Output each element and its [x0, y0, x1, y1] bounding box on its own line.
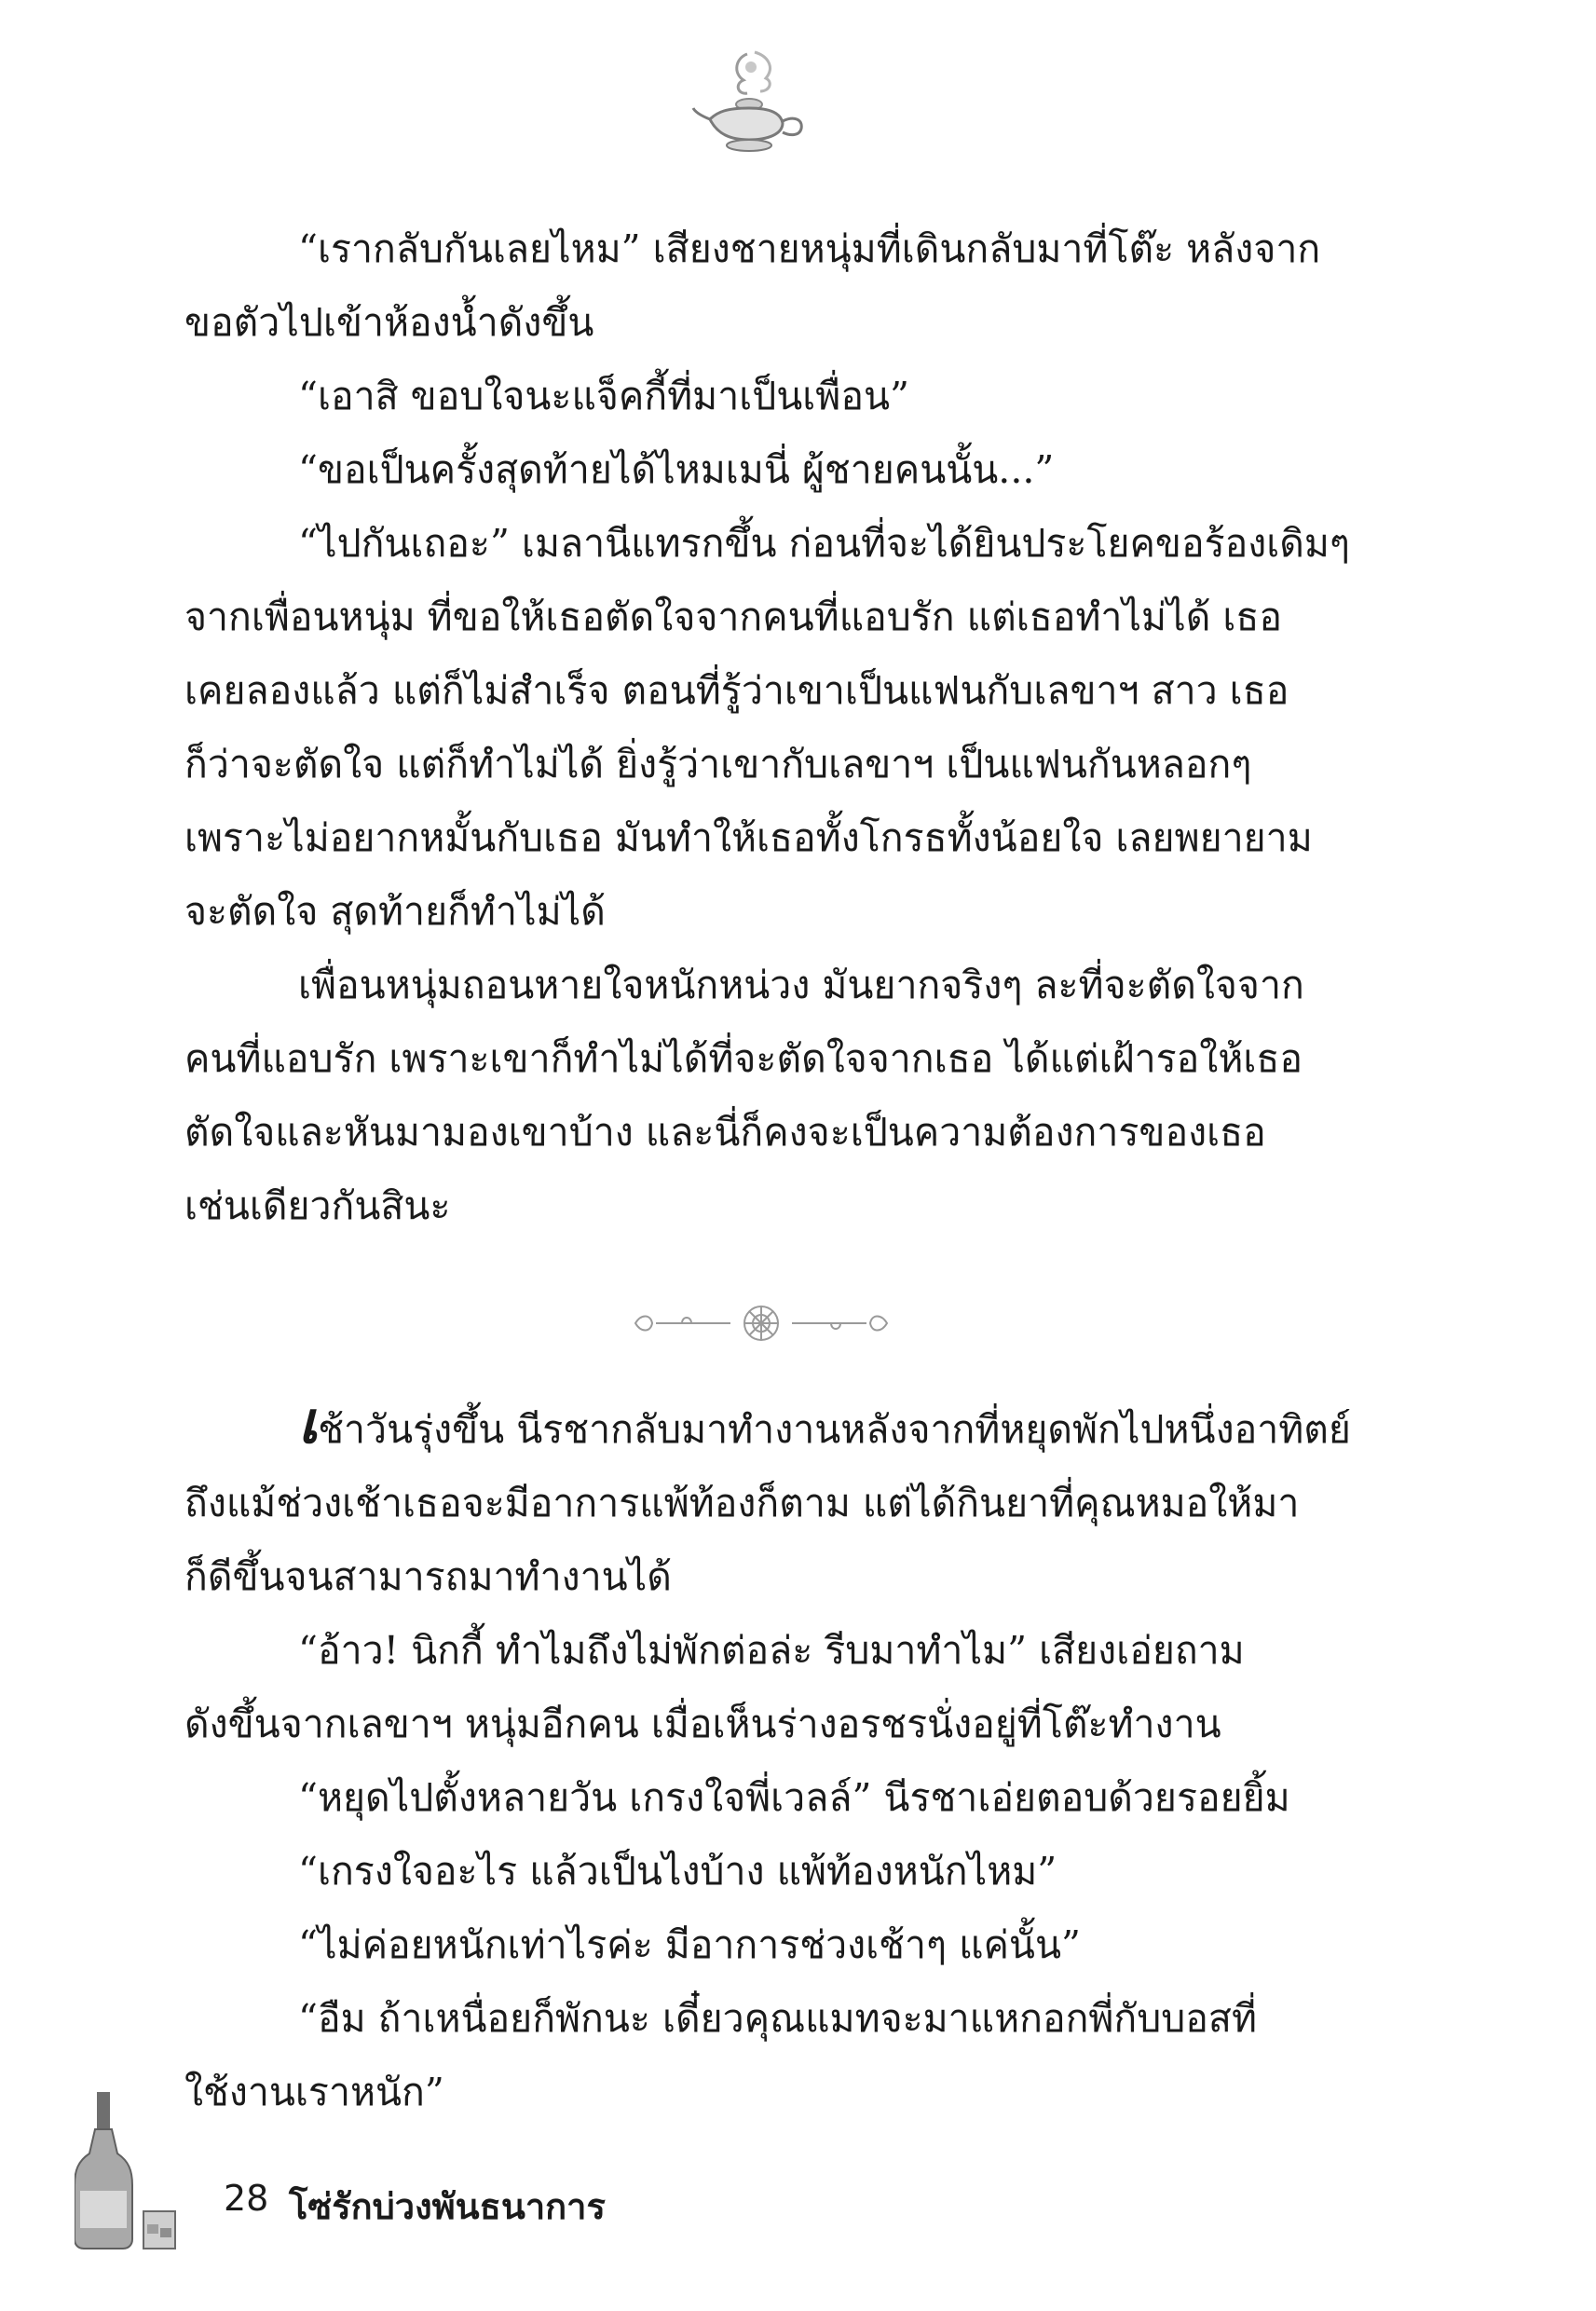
text-line: ตัดใจและหันมามองเขาบ้าง และนี่ก็คงจะเป็นความต้องการของเธอ: [184, 1110, 1266, 1155]
scene-divider-ornament: [626, 1300, 896, 1347]
text-line: ดังขึ้นจากเลขาฯ หนุ่มอีกคน เมื่อเห็นร่างอรชรนั่งอยู่ที่โต๊ะทำงาน: [184, 1702, 1221, 1746]
text-line: ใช้งานเราหนัก”: [184, 2070, 444, 2114]
text-block-1: [184, 212, 1350, 1243]
text-line: ก็ดีขึ้นจนสามารถมาทำงานได้: [184, 1554, 672, 1599]
text-line: เพื่อนหนุ่มถอนหายใจหนักหน่วง มันยากจริงๆ ละที่จะตัดใจจาก: [298, 963, 1304, 1007]
text-line: ขอตัวไปเข้าห้องน้ำดังขึ้น: [184, 300, 594, 345]
text-line: “หยุดไปตั้งหลายวัน เกรงใจพี่เวลล์” นีรชาเอ่ยตอบด้วยรอยยิ้ม: [298, 1775, 1290, 1820]
text-line: เคยลองแล้ว แต่ก็ไม่สำเร็จ ตอนที่รู้ว่าเขาเป็นแฟนกับเลขาฯ สาว เธอ: [184, 668, 1289, 713]
page-footer: [75, 2092, 913, 2250]
book-title: โซ่รักบ่วงพันธนาการ: [289, 2186, 606, 2227]
text-line: “เกรงใจอะไร แล้วเป็นไงบ้าง แพ้ท้องหนักไหม”: [298, 1849, 1057, 1894]
genie-lamp-icon: [689, 47, 811, 158]
text-line: เช่นเดียวกันสินะ: [184, 1183, 451, 1228]
bottle-and-glass-icon: [75, 2092, 186, 2250]
text-line: “เอาสิ ขอบใจนะแจ็คกี้ที่มาเป็นเพื่อน”: [298, 374, 909, 418]
page-number: 28: [224, 2178, 269, 2219]
text-line: คนที่แอบรัก เพราะเขาก็ทำไม่ได้ที่จะตัดใจจากเธอ ได้แต่เฝ้ารอให้เธอ: [184, 1036, 1303, 1081]
drop-cap: เ: [298, 1388, 319, 1456]
text-block-2: [184, 1388, 1351, 2129]
text-line: “อืม ถ้าเหนื่อยก็พักนะ เดี๋ยวคุณแมทจะมาแหกอกพี่กับบอสที่: [298, 1996, 1257, 2041]
text-line: เพราะไม่อยากหมั้นกับเธอ มันทำให้เธอทั้งโกรธทั้งน้อยใจ เลยพยายาม: [184, 815, 1313, 860]
text-line: จากเพื่อนหนุ่ม ที่ขอให้เธอตัดใจจากคนที่แอบรัก แต่เธอทำไม่ได้ เธอ: [184, 595, 1283, 639]
text-line: “ไม่ค่อยหนักเท่าไรค่ะ มีอาการช่วงเช้าๆ แค่นั้น”: [298, 1922, 1081, 1967]
text-line: “ขอเป็นครั้งสุดท้ายได้ไหมเมนี่ ผู้ชายคนนั้น...”: [298, 447, 1055, 492]
text-line-rest: ช้าวันรุ่งขึ้น นีรชากลับมาทำงานหลังจากที่หยุดพักไปหนึ่งอาทิตย์: [318, 1407, 1351, 1452]
text-line: “ไปกันเถอะ” เมลานีแทรกขึ้น ก่อนที่จะได้ยินประโยคขอร้องเดิมๆ: [298, 521, 1350, 566]
text-line: ถึงแม้ช่วงเช้าเธอจะมีอาการแพ้ท้องก็ตาม แต่ได้กินยาที่คุณหมอให้มา: [184, 1481, 1300, 1525]
text-line-first: [184, 1388, 1351, 1467]
text-line: “เรากลับกันเลยไหม” เสียงชายหนุ่มที่เดินกลับมาที่โต๊ะ หลังจาก: [298, 226, 1321, 271]
text-line: ก็ว่าจะตัดใจ แต่ก็ทำไม่ได้ ยิ่งรู้ว่าเขากับเลขาฯ เป็นแฟนกันหลอกๆ: [184, 742, 1252, 786]
text-line: “อ้าว! นิกกี้ ทำไมถึงไม่พักต่อล่ะ รีบมาทำไม” เสียงเอ่ยถาม: [298, 1628, 1245, 1673]
text-line: จะตัดใจ สุดท้ายก็ทำไม่ได้: [184, 889, 606, 934]
